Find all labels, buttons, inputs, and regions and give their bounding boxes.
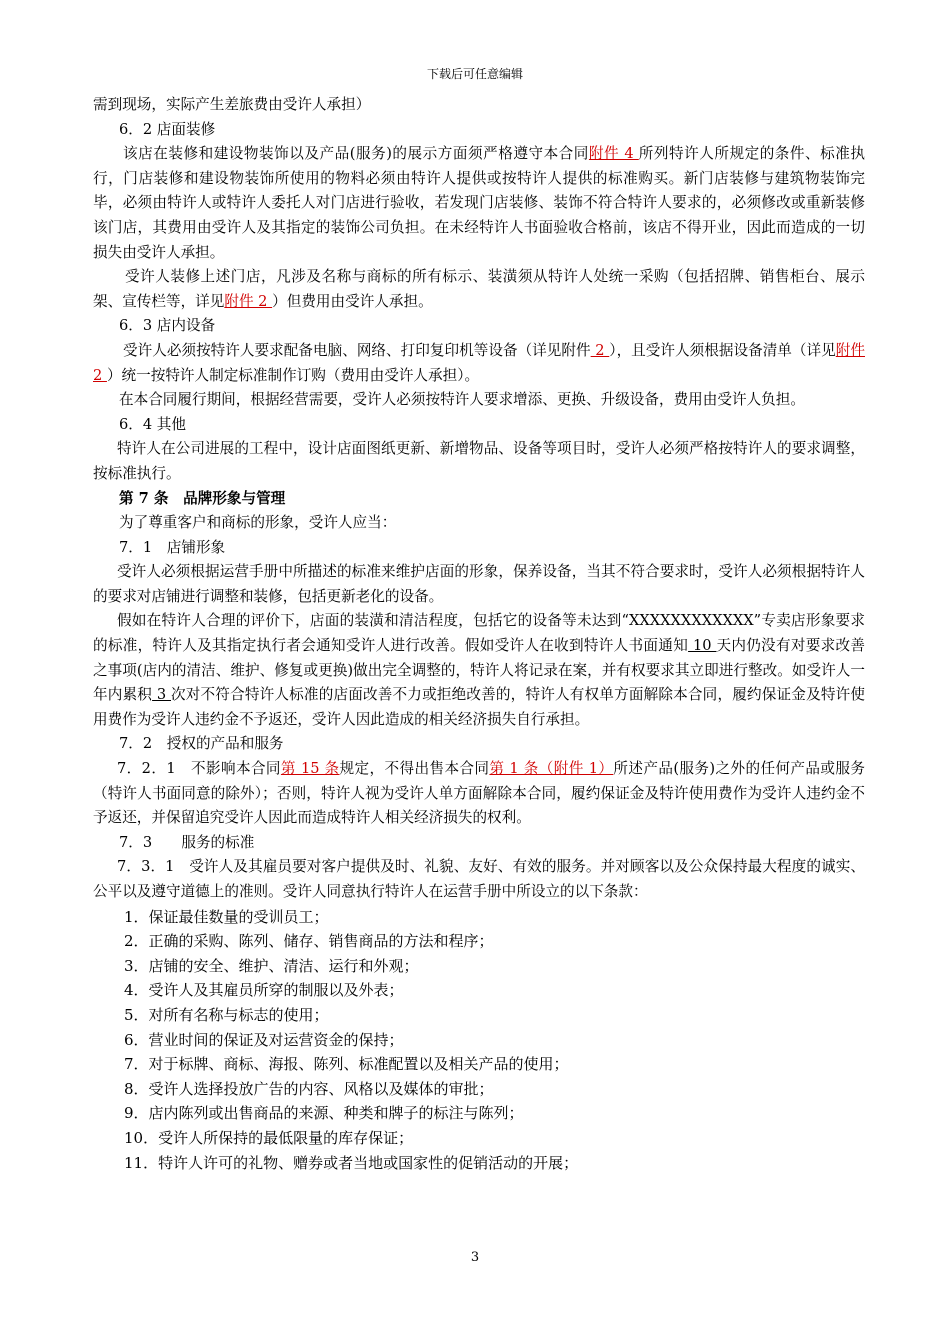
list-item: 8．受许人选择投放广告的内容、风格以及媒体的审批； (124, 1079, 494, 1098)
paragraph: 特许人在公司进展的工程中，设计店面图纸更新、新增物品、设备等项目时，受许人必须严格按特许人的要求调整，按标准执行。 (93, 440, 865, 482)
paragraph: 为了尊重客户和商标的形象，受许人应当： (119, 514, 397, 532)
list-item: 4．受许人及其雇员所穿的制服以及外表； (124, 981, 404, 1000)
section-heading-6-2: 6．2 店面装修 (119, 120, 216, 138)
times-value: 3 (152, 686, 171, 704)
section-heading-7-3: 7．3 服务的标准 (119, 833, 255, 851)
days-value: 10 (688, 637, 717, 655)
section-heading-6-4: 6．4 其他 (119, 415, 186, 433)
annex-link[interactable]: 附件 2 (224, 292, 273, 310)
annex-link[interactable]: 附件 2 (93, 341, 865, 384)
list-item: 2．正确的采购、陈列、储存、销售商品的方法和程序； (124, 932, 494, 951)
section-heading-7-1: 7．1 店铺形象 (119, 538, 226, 556)
paragraph: 7．2．1 不影响本合同第 15 条规定，不得出售本合同第 1 条（附件 1）所述产品(服务)之外的任何产品或服务（特许人书面同意的除外）；否则，特许人视为受许人单方面解除本合同，履约保证金及特许使用费作为受许人违约金不予返还，并保留追究受许人因此而造成特许人相关经济损失的权利。 (93, 760, 865, 827)
article-link[interactable]: 第 1 条（附件 1） (489, 760, 614, 778)
section-heading-7-2: 7．2 授权的产品和服务 (119, 735, 284, 753)
paragraph: 该店在装修和建设物装饰以及产品(服务)的展示方面须严格遵守本合同附件 4 所列特许人所规定的条件、标准执行，门店装修和建设物装饰所使用的物料必须由特许人提供或按特许人提供的标准购买。新门店装修与建筑物装饰完毕，必须由特许人或特许人委托人对门店进行验收，若发现门店装修、装饰不符合特许人要求的，必须修改或重新装修该门店，其费用由受许人及其指定的装饰公司负担。在未经特许人书面验收合格前，该店不得开业，因此而造成的一切损失由受许人承担。 (93, 145, 865, 261)
list-item: 5．对所有名称与标志的使用； (124, 1005, 329, 1024)
paragraph: 在本合同履行期间，根据经营需要，受许人必须按特许人要求增添、更换、升级设备，费用由受许人负担。 (119, 391, 805, 409)
list-item: 10．受许人所保持的最低限量的库存保证； (124, 1128, 414, 1147)
list-item: 7．对于标牌、商标、海报、陈列、标准配置以及相关产品的使用； (124, 1055, 569, 1074)
paragraph: 需到现场，实际产生差旅费由受许人承担） (93, 96, 371, 113)
paragraph: 受许人装修上述门店，凡涉及名称与商标的所有标示、装潢须从特许人处统一采购（包括招牌、销售柜台、展示架、宣传栏等，详见附件 2 ）但费用由受许人承担。 (93, 268, 865, 310)
paragraph: 受许人必须根据运营手册中所描述的标准来维护店面的形象，保养设备，当其不符合要求时，受许人必须根据特许人的要求对店铺进行调整和装修，包括更新老化的设备。 (93, 563, 865, 605)
standards-list (93, 905, 865, 1176)
list-item: 1．保证最佳数量的受训员工； (124, 907, 329, 926)
article-heading-7: 第 7 条 品牌形象与管理 (119, 489, 286, 507)
annex-link[interactable]: 附件 4 (588, 145, 639, 163)
list-item: 6．营业时间的保证及对运营资金的保持； (124, 1030, 404, 1049)
list-item: 11．特许人许可的礼物、赠券或者当地或国家性的促销活动的开展； (124, 1153, 579, 1172)
page-number: 3 (470, 1250, 480, 1265)
paragraph: 假如在特许人合理的评价下，店面的装潢和清洁程度，包括它的设备等未达到“XXXXXXXXXXXX”专卖店形象要求的标准，特许人及其指定执行者会通知受许人进行改善。假如受许人在收到特许人书面通知 10 天内仍没有对要求改善之事项(店内的清洁、维护、修复或更换)做出完全调整的，特许人将记录在案，并有权要求其立即进行整改。如受许人一年内累积 3 次对不符合特许人标准的店面改善不力或拒绝改善的，特许人有权单方面解除本合同，履约保证金及特许使用费作为受许人违约金不予返还，受许人因此造成的相关经济损失自行承担。 (93, 612, 865, 728)
article-link[interactable]: 第 15 条 (280, 760, 340, 778)
document-body (93, 93, 865, 1175)
list-item: 9．店内陈列或出售商品的来源、种类和牌子的标注与陈列； (124, 1104, 524, 1123)
page-header: 下载后可任意编辑 (426, 67, 523, 81)
list-item: 3．店铺的安全、维护、清洁、运行和外观； (124, 956, 419, 975)
paragraph: 7．3．1 受许人及其雇员要对客户提供及时、礼貌、友好、有效的服务。并对顾客以及公众保持最大程度的诚实、公平以及遵守道德上的准则。受许人同意执行特许人在运营手册中所设立的以下条款： (93, 858, 865, 900)
section-heading-6-3: 6．3 店内设备 (119, 317, 216, 335)
annex-ref[interactable]: 2 (590, 341, 610, 359)
paragraph: 受许人必须按特许人要求配备电脑、网络、打印复印机等设备（详见附件 2 ），且受许人须根据设备清单（详见附件 2 ）统一按特许人制定标准制作订购（费用由受许人承担）。 (93, 341, 865, 384)
